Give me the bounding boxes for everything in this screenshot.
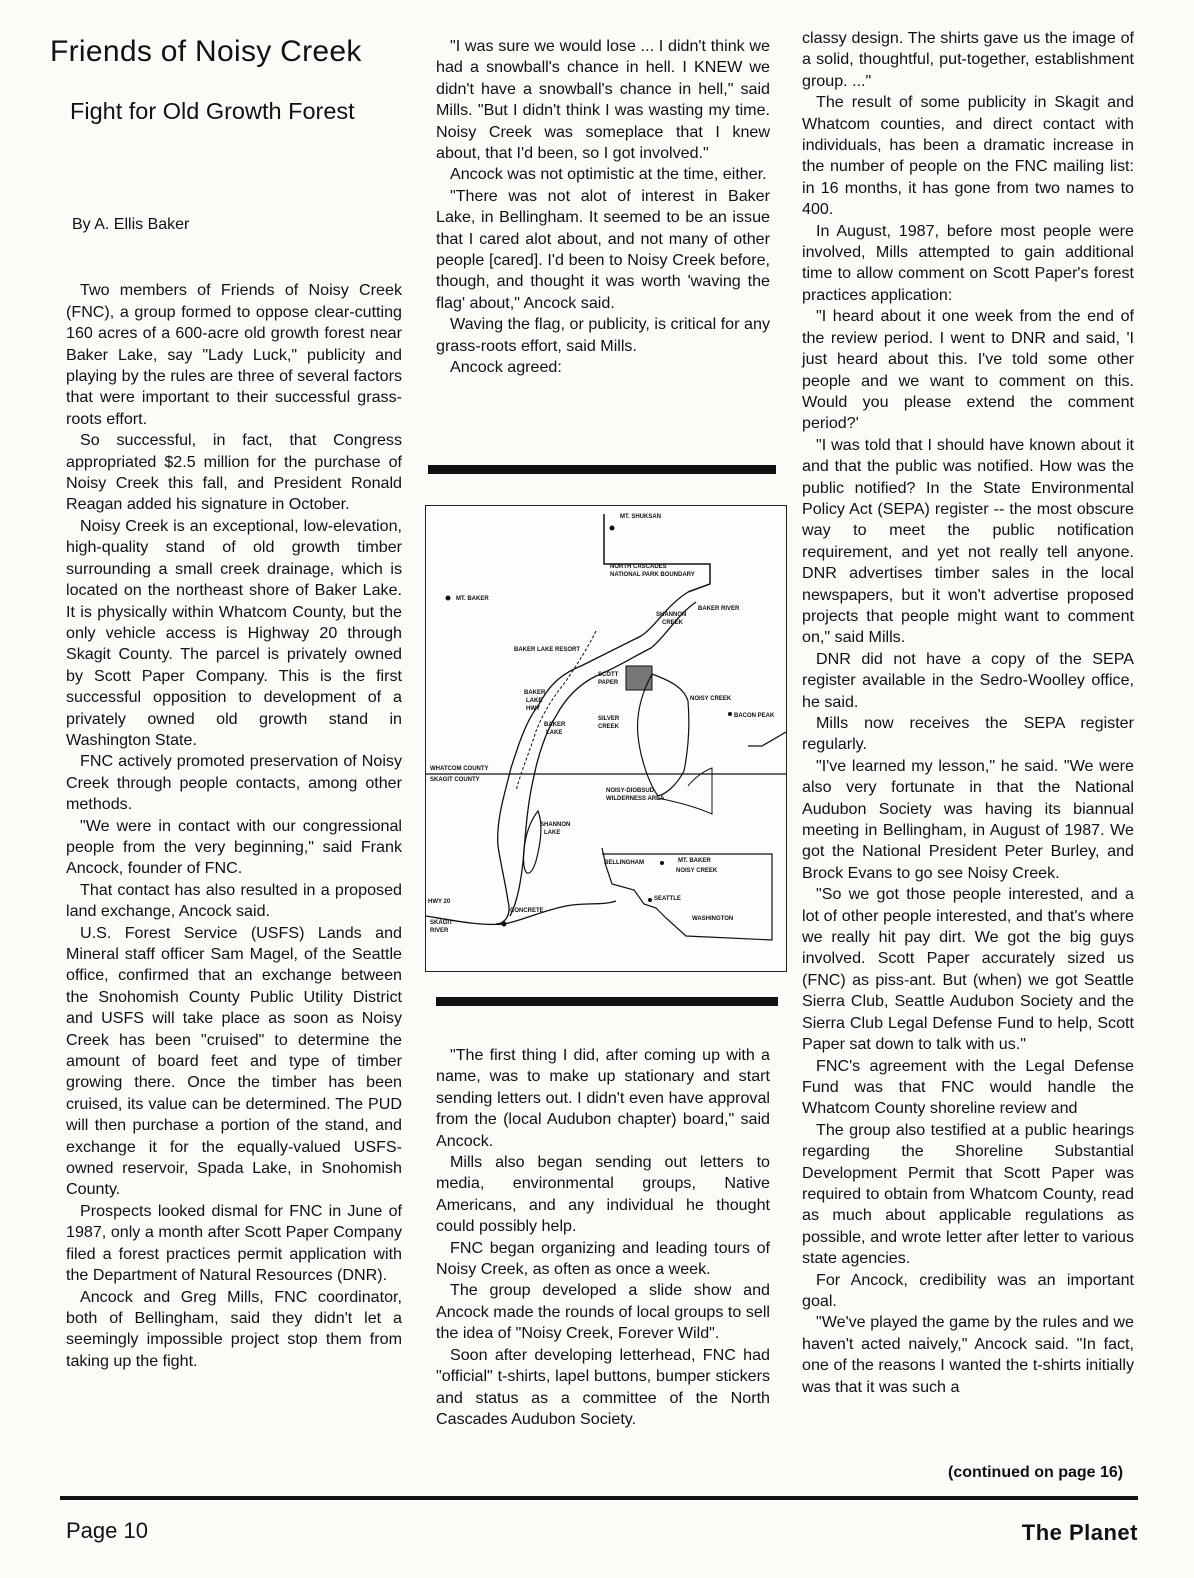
paragraph: So successful, in fact, that Congress appropriated $2.5 million for the purchase of Noisy Creek this fall, and President Ronald Reagan added his signature in October. — [66, 431, 402, 514]
paragraph: Ancock was not optimistic at the time, either. — [450, 165, 767, 184]
map-label: NOISY CREEK — [690, 696, 732, 702]
map-label: SCOTT — [598, 672, 619, 678]
paragraph: "I was told that I should have known about it and that the public was notified. How was the public notified? In the State Environmental Policy Act (SEPA) register -- the most obscure way to meet the public notification requirement, and yet not really tell anyone. DNR advertises timber sales in the local newspapers, but it won't advertise proposed projects that people might want to comment on," said Mills. — [802, 435, 1134, 647]
map-label: WASHINGTON — [692, 916, 734, 922]
article-title: Friends of Noisy Creek — [50, 35, 362, 68]
baker-lake-shore-west — [496, 592, 688, 924]
continued-note: (continued on page 16) — [948, 1464, 1124, 1481]
map-label: NOISY CREEK — [676, 868, 718, 874]
map-label: SILVER — [598, 716, 620, 722]
seattle-marker — [648, 898, 652, 902]
map-label: RIVER — [430, 928, 449, 934]
byline: By A. Ellis Baker — [72, 216, 190, 233]
map-label: CONCRETE — [510, 908, 544, 914]
paragraph: classy design. The shirts gave us the image of a solid, thoughtful, put-together, establishment group. ..." — [802, 29, 1134, 90]
paragraph: Ancock and Greg Mills, FNC coordinator, both of Bellingham, said they didn't let a seemingly impossible project stop them from taking up the fight. — [66, 1287, 402, 1370]
paragraph: "So we got those people interested, and a lot of other people interested, and that's where we really hit pay dirt. We got the big guys involved. Scott Paper accurately sized us (FNC) as piss-ant. But (when) we got Seattle Sierra Club, Seattle Audubon Society and the Sierra Club Legal Defense Fund to help, Scott Paper sat down to talk with us." — [802, 885, 1134, 1054]
publication-name: The Planet — [1021, 1520, 1138, 1545]
map-label: SHANNON — [656, 612, 687, 618]
paragraph: "I've learned my lesson," he said. "We were also very fortunate in that the National Audubon Society was having its biannual meeting in Bellingham, in August of 1987. We got the National President Peter Burley, and Brock Evans to go see Noisy Creek. — [802, 756, 1134, 882]
map-label: LAKE — [544, 830, 561, 836]
mt-shuksan-marker — [610, 526, 615, 531]
page-number: Page 10 — [66, 1518, 148, 1543]
paragraph: Mills now receives the SEPA register regularly. — [802, 714, 1134, 754]
map-label: SKAGIT — [430, 920, 453, 926]
map-label: BAKER LAKE RESORT — [514, 647, 581, 653]
park-boundary-line — [604, 514, 710, 592]
paragraph: Two members of Friends of Noisy Creek (FNC), a group formed to oppose clear-cutting 160 acres of a 600-acre old growth forest near Baker Lake, say "Lady Luck," publicity and playing by the rules are three of several factors that were important to their successful grass-roots effort. — [66, 281, 402, 428]
paragraph: Soon after developing letterhead, FNC had "official" t-shirts, lapel buttons, bumper stickers and status as a committee of the North Cascades Audubon Society. — [436, 1345, 770, 1428]
paragraph: U.S. Forest Service (USFS) Lands and Mineral staff officer Sam Magel, of the Seattle office, confirmed that an exchange between the Snohomish County Public Utility District and USFS will take place as soon as Noisy Creek has been "cruised" to determine the amount of board feet and type of timber growing there. Once the timber has been cruised, its value can be determined. The PUD will then purchase a portion of the stand, and exchange it for the equally-valued USFS-owned reservoir, Spada Lake, in Snohomish County. — [66, 923, 402, 1199]
paragraph: Ancock agreed: — [450, 358, 562, 377]
map-label: HWY 20 — [428, 899, 451, 905]
map-label: CREEK — [598, 724, 620, 730]
paragraph: That contact has also resulted in a proposed land exchange, Ancock said. — [66, 880, 402, 921]
paragraph: In August, 1987, before most people were involved, Mills attempted to gain additional time to allow comment on Scott Paper's forest practices application: — [802, 221, 1134, 304]
paragraph: Waving the flag, or publicity, is critical for any grass-roots effort, said Mills. — [436, 315, 770, 355]
map-label: NATIONAL PARK BOUNDARY — [610, 572, 695, 578]
paragraph: The result of some publicity in Skagit and Whatcom counties, and direct contact with individuals, has been a dramatic increase in the number of people on the FNC mailing list: in 16 months, it has gone from two names to 400. — [802, 93, 1134, 219]
map-label: MT. SHUKSAN — [620, 514, 662, 520]
paragraph: "We were in contact with our congressional people from the very beginning," said Frank Ancock, founder of FNC. — [66, 816, 402, 878]
paragraph: "I was sure we would lose ... I didn't think we had a snowball's chance in hell. I KNEW we didn't have a snowball's chance in hell," said Mills. "But I didn't think I was wasting my time. Noisy Creek was someplace that I knew about, that I'd been, so I got involved." — [436, 37, 770, 163]
map-label: LAKE — [526, 698, 543, 704]
paragraph: Prospects looked dismal for FNC in June of 1987, only a month after Scott Paper Company filed a forest practices permit application with the Department of Natural Resources (DNR). — [66, 1201, 402, 1285]
map-label: BACON PEAK — [734, 713, 775, 719]
shannon-lake — [524, 811, 542, 873]
concrete-marker — [502, 922, 507, 927]
map-label: SEATTLE — [654, 896, 681, 902]
paragraph: The group also testified at a public hearings regarding the Shoreline Substantial Development Permit that Scott Paper was required to obtain from Whatcom County, read as much about applicable regulations as possible, and wrote letter after letter to various state agencies. — [802, 1120, 1134, 1268]
map-label: NOISY-DIOBSUD — [606, 788, 655, 794]
map-label: MT. BAKER — [678, 858, 711, 864]
paragraph: "I heard about it one week from the end of the review period. I went to DNR and said, 'I just heard about this. I've told some other people and we want to comment on this. Would you please extend the comment period?' — [802, 307, 1134, 433]
map-label: CREEK — [662, 620, 684, 626]
column-1 — [50, 28, 402, 1372]
map-label: LAKE — [546, 730, 563, 736]
map-top-rule — [428, 465, 776, 474]
paragraph: The group developed a slide show and Ancock made the rounds of local groups to sell the idea of "Noisy Creek, Forever Wild". — [436, 1281, 770, 1343]
column-2-top — [436, 36, 770, 379]
noisy-creek-drainage — [638, 674, 689, 796]
paragraph: "The first thing I did, after coming up with a name, was to make up stationary and start sending letters out. I didn't even have approval from the (local Audubon chapter) board," said Ancock. — [436, 1046, 770, 1150]
paragraph: FNC began organizing and leading tours of Noisy Creek, as often as once a week. — [436, 1238, 770, 1279]
wilderness-boundary — [658, 768, 712, 814]
map-label: BELLINGHAM — [604, 860, 644, 866]
map-label: WILDERNESS AREA — [606, 796, 665, 802]
column-3 — [802, 28, 1134, 1398]
map-label: BAKER — [524, 690, 546, 696]
map-label: MT. BAKER — [456, 596, 489, 602]
map-label: PAPER — [598, 680, 619, 686]
map-bottom-rule — [436, 997, 778, 1006]
paragraph: FNC's agreement with the Legal Defense Fund was that FNC would handle the Whatcom County shoreline review and — [802, 1056, 1134, 1118]
bellingham-marker — [660, 861, 664, 865]
map-label: SHANNON — [540, 822, 571, 828]
area-map — [425, 505, 787, 972]
paragraph: "There was not alot of interest in Baker Lake, in Bellingham. It seemed to be an issue that I cared alot about, and not many of other people [cared]. I'd been to Noisy Creek before, though, and thought it was worth 'waving the flag' about," Ancock said. — [436, 186, 770, 312]
map-label: HWY — [526, 706, 540, 712]
paragraph: DNR did not have a copy of the SEPA register available in the Sedro-Woolley office, he said. — [802, 649, 1134, 711]
footer-rule — [60, 1496, 1138, 1500]
paragraph: Mills also began sending out letters to media, environmental groups, Native Americans, and any individual he thought could possibly help. — [436, 1153, 770, 1236]
map-label: BAKER RIVER — [698, 606, 740, 612]
map-label: NORTH CASCADES — [610, 564, 667, 570]
mt-baker-marker — [446, 596, 451, 601]
map-label: SKAGIT COUNTY — [430, 777, 480, 783]
scott-paper-parcel — [626, 666, 652, 690]
bacon-peak-marker — [728, 712, 732, 716]
column-2-bottom — [436, 1045, 770, 1430]
map-figure — [426, 506, 786, 971]
article-subtitle: Fight for Old Growth Forest — [70, 98, 355, 124]
map-label: BAKER — [544, 722, 566, 728]
east-boundary — [748, 732, 786, 746]
paragraph: FNC actively promoted preservation of Noisy Creek through people contacts, among other methods. — [66, 752, 402, 814]
map-label: WHATCOM COUNTY — [430, 766, 489, 772]
paragraph: "We've played the game by the rules and we haven't acted naively," Ancock said. "In fact, one of the reasons I wanted the t-shirts initially was that it was such a — [802, 1313, 1134, 1396]
paragraph: For Ancock, credibility was an important goal. — [802, 1270, 1134, 1310]
paragraph: Noisy Creek is an exceptional, low-elevation, high-quality stand of old growth timber surrounding a small creek drainage, which is located on the northeast shore of Baker Lake. It is physically within Whatcom County, but the only vehicle access is Highway 20 through Skagit County. The parcel is privately owned by Scott Paper Company. This is the first successful opposition to development of a privately owned old growth stand in Washington State. — [66, 516, 402, 749]
